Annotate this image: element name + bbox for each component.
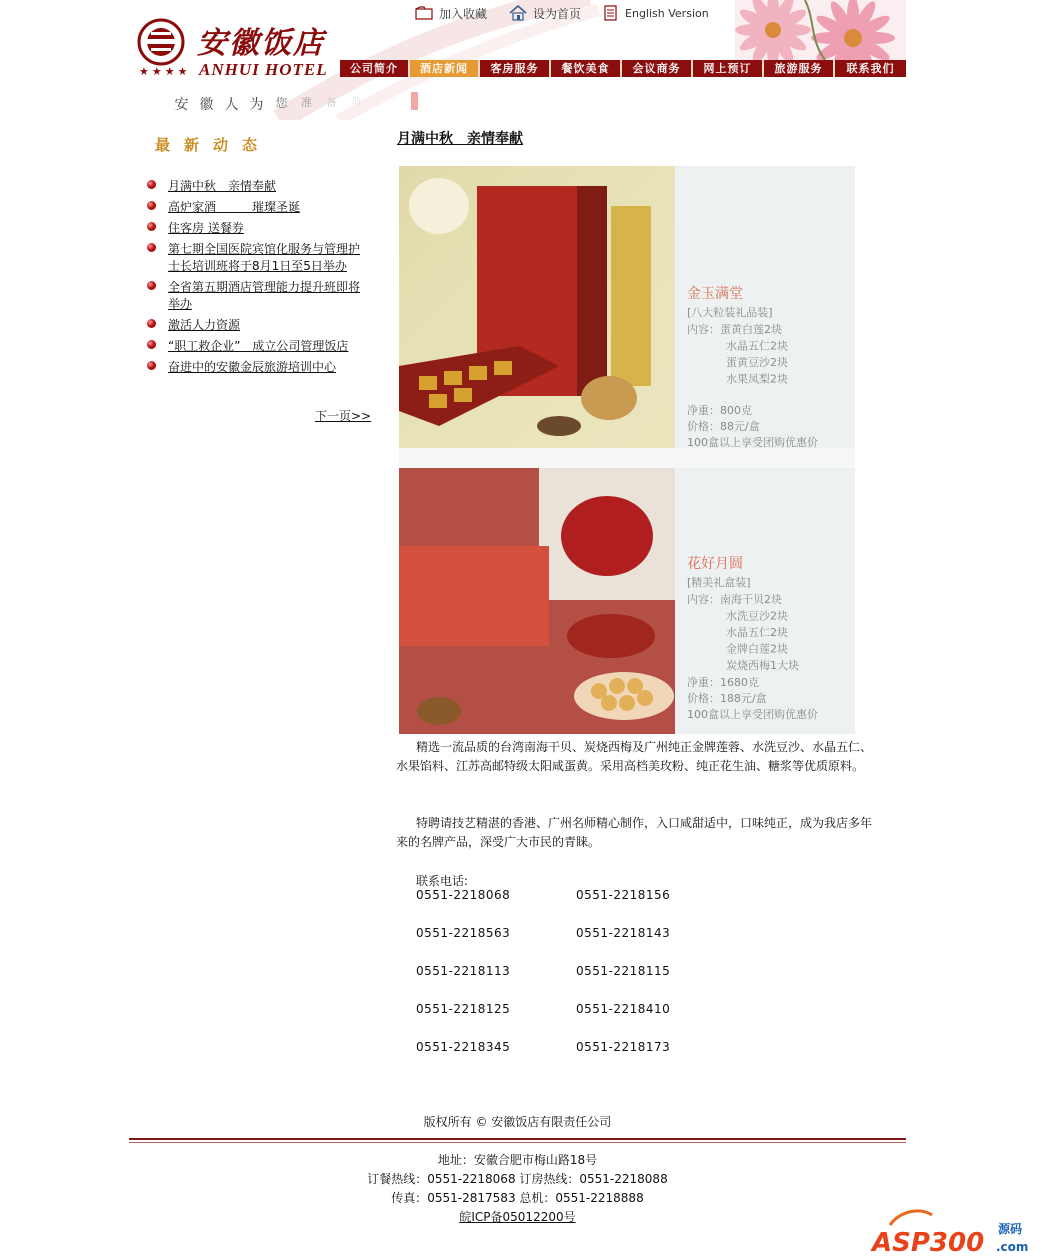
page (129, 0, 906, 1258)
bullet-icon (147, 201, 156, 210)
flower-decoration-image (735, 0, 906, 60)
top-links (415, 4, 731, 22)
p2-price: 价格：188元/盒 (687, 692, 767, 705)
phone-list (416, 888, 736, 1078)
english-version-label: English Version (625, 6, 709, 20)
phone-row (416, 888, 736, 926)
article-paragraph-1: 精选一流品质的台湾南海干贝、炭烧西梅及广州纯正金牌莲蓉、水洗豆沙、水晶五仁、水果馅料、江苏高邮特级太阳咸蛋黄。采用高档美玫粉、纯正花生油、糖浆等优质原料。 (396, 740, 873, 773)
p1-note: 100盒以上享受团购优惠价 (687, 436, 818, 449)
product-content-item: 水晶五仁2块 (726, 626, 788, 639)
nav-item-8[interactable]: 联系我们 (846, 62, 895, 75)
p1-weight: 净重：800克 (687, 404, 752, 417)
p2-weight: 净重：1680克 (687, 676, 759, 689)
slogan-char: 安 (174, 97, 189, 113)
p1-name: 金玉满堂 (687, 286, 743, 302)
main-nav (340, 60, 906, 77)
p1-cl: 内容：蛋黄白莲2块 (687, 323, 782, 336)
document-icon (603, 5, 619, 21)
slogan-char: 人 (224, 97, 239, 113)
phone-number: 0551-2218068 (416, 888, 511, 902)
footer-hotlines: 订餐热线：0551-2218068 订房热线：0551-2218088 (367, 1172, 668, 1186)
footer-divider (129, 1138, 906, 1140)
slogan-char: 为 (249, 97, 264, 113)
phone-number: 0551-2218143 (576, 926, 671, 940)
watermark-tag: 源码 (998, 1222, 1023, 1236)
p1-sub: [八大粒装礼品装] (687, 306, 773, 319)
hotel-logo[interactable] (137, 18, 337, 80)
slogan-char: 的 (351, 97, 361, 107)
bullet-icon (147, 180, 156, 189)
site-footer (129, 1151, 906, 1227)
set-homepage-label: 设为首页 (533, 6, 582, 21)
p2-sub: [精美礼盒装] (687, 576, 751, 589)
set-homepage-link[interactable] (509, 5, 581, 22)
product-content-item: 蛋黄豆沙2块 (726, 356, 788, 369)
nav-item-3[interactable]: 客房服务 (480, 60, 551, 77)
bullet-icon (147, 222, 156, 231)
product-content-item: 水晶五仁2块 (726, 339, 788, 353)
nav-item-1[interactable]: 公司简介 (340, 60, 410, 77)
bullet-icon (147, 319, 156, 328)
product-content-item: 金牌白莲2块 (726, 642, 788, 656)
phone-row (416, 1002, 736, 1040)
logo-stars: ★★★★ (139, 65, 191, 78)
english-version-link[interactable] (603, 5, 709, 21)
p2-note: 100盒以上享受团购优惠价 (687, 708, 818, 721)
p2-name: 花好月圆 (687, 556, 743, 572)
sidebar-title: 最新动态 (155, 136, 272, 154)
nav-item-6[interactable]: 网上预订 (693, 60, 764, 77)
news-list-item[interactable] (147, 241, 367, 275)
phone-number: 0551-2218115 (576, 964, 671, 978)
bullet-icon (147, 243, 156, 252)
news-link[interactable]: 住客房 送餐券 (168, 221, 244, 235)
p1-price: 价格：88元/盒 (687, 420, 760, 433)
news-list-item[interactable] (147, 359, 367, 376)
phone-number: 0551-2218563 (416, 926, 511, 940)
p2-cl: 内容：南海干贝2块 (687, 593, 782, 606)
news-list-item[interactable] (147, 279, 367, 313)
add-favorite-label: 加入收藏 (439, 6, 488, 21)
slogan-char: 徽 (199, 97, 214, 113)
news-list-item[interactable] (147, 317, 367, 334)
nav-item-4[interactable]: 餐饮美食 (551, 60, 622, 77)
logo-english-name: ANHUI HOTEL (199, 60, 328, 79)
hotel-emblem-icon (137, 18, 185, 66)
site-header (129, 0, 906, 120)
news-link[interactable]: 高炉家酒 璀璨圣诞 (168, 200, 301, 214)
phone-number: 0551-2218156 (576, 888, 671, 902)
bullet-icon (147, 281, 156, 290)
phone-number: 0551-2218410 (576, 1002, 671, 1016)
phone-number: 0551-2218345 (416, 1040, 511, 1054)
folder-icon (415, 6, 433, 20)
copyright: 版权所有 © 安徽饭店有限责任公司 (423, 1115, 612, 1129)
watermark-brand: ASP300 (872, 1228, 985, 1257)
home-icon (509, 5, 527, 21)
nav-item-2[interactable]: 酒店新闻 (410, 60, 480, 77)
slogan-char: 准 (301, 96, 312, 109)
news-link[interactable]: 月满中秋 亲情奉献 (168, 179, 277, 193)
mooncake-product-image (399, 166, 855, 734)
footer-fax: 传真：0551-2817583 总机：0551-2218888 (391, 1191, 644, 1205)
footer-divider-thin (129, 1142, 906, 1143)
news-link[interactable]: 第七期全国医院宾馆化服务与管理护士长培训班将于8月1日至5日举办 (168, 242, 361, 273)
news-link[interactable]: 奋进中的安徽金辰旅游培训中心 (168, 360, 337, 374)
phone-row (416, 964, 736, 1002)
next-page-link[interactable]: 下一页>> (315, 409, 372, 423)
slogan-char: 您 (275, 96, 288, 110)
welcome-slogan (169, 94, 369, 114)
news-list-item[interactable] (147, 338, 367, 355)
phone-row (416, 1040, 736, 1078)
add-favorite-link[interactable] (415, 5, 487, 22)
news-list-item[interactable] (147, 178, 367, 195)
phone-number: 0551-2218113 (416, 964, 511, 978)
news-link[interactable]: 激活人力资源 (168, 318, 241, 332)
product-content-item: 水果凤梨2块 (726, 372, 788, 386)
bullet-icon (147, 340, 156, 349)
slogan-char: 备 (326, 98, 337, 109)
phone-number: 0551-2218173 (576, 1040, 671, 1054)
contact-label: 联系电话: (416, 874, 469, 888)
news-list-item[interactable] (147, 220, 367, 237)
phone-row (416, 926, 736, 964)
news-list-item[interactable] (147, 199, 367, 216)
news-list (147, 178, 367, 380)
product-content-item: 水洗豆沙2块 (726, 609, 788, 623)
article-paragraph-2: 特聘请技艺精湛的香港、广州名师精心制作，入口咸甜适中，口味纯正，成为我店多年来的名牌产品，深受广大市民的青睐。 (396, 816, 873, 849)
footer-address: 地址：安徽合肥市梅山路18号 (437, 1153, 598, 1167)
phone-number: 0551-2218125 (416, 1002, 511, 1016)
news-link[interactable]: 全省第五期酒店管理能力提升班即将举办 (168, 280, 361, 311)
logo-chinese-name: 安徽饭店 (197, 26, 325, 61)
article-title: 月满中秋 亲情奉献 (397, 131, 523, 147)
bullet-icon (147, 361, 156, 370)
asp300-watermark-logo (870, 1205, 1038, 1257)
nav-item-5[interactable]: 会议商务 (622, 60, 693, 77)
watermark-domain: .com (996, 1240, 1029, 1254)
icp-link[interactable]: 皖ICP备05012200号 (459, 1210, 576, 1224)
slogan-accent-bar (411, 92, 418, 110)
nav-item-7[interactable]: 旅游服务 (764, 60, 835, 77)
news-link[interactable]: “职工救企业” 成立公司管理饭店 (168, 339, 349, 353)
product-content-item: 炭烧西梅1大块 (726, 659, 799, 672)
